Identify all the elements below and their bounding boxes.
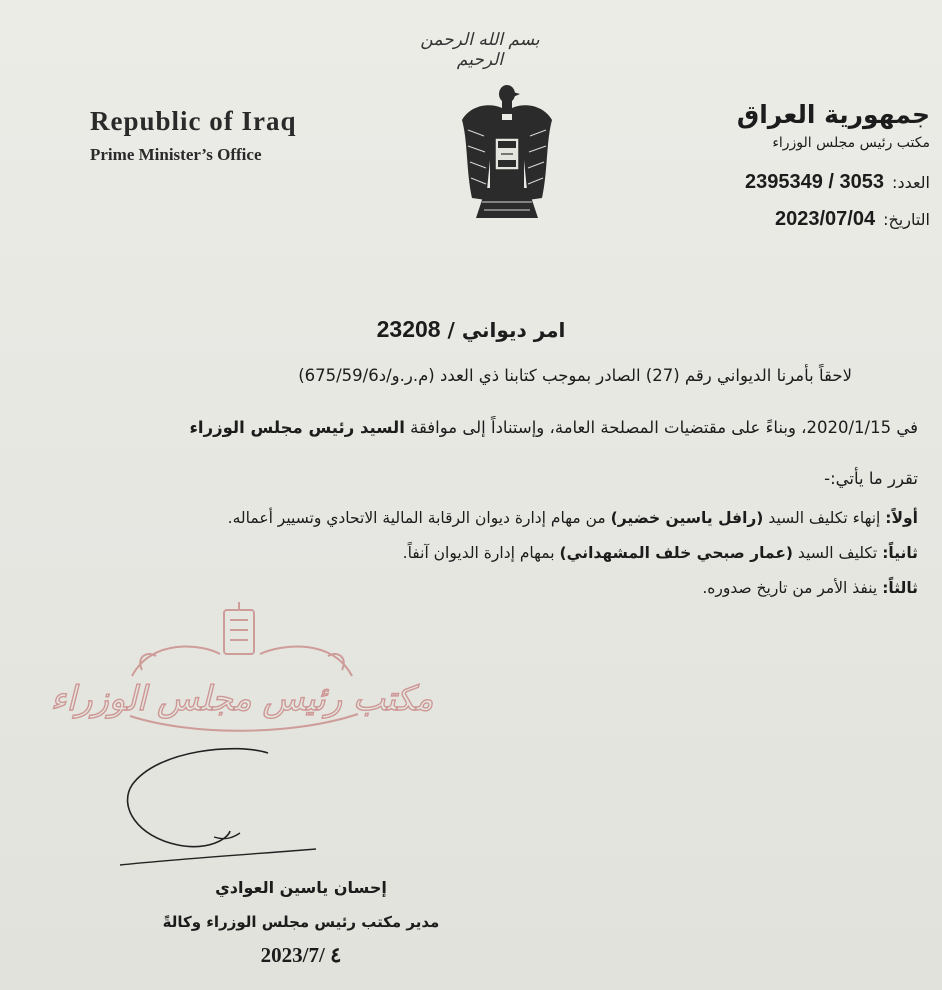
item-text-pre: ينفذ الأمر من تاريخ صدوره. — [702, 578, 883, 597]
body-paragraph-3: تقرر ما يأتي:- — [824, 468, 918, 488]
order-item-third — [58, 578, 918, 599]
reference-label: العدد: — [892, 173, 930, 192]
english-office-subtitle: Prime Minister’s Office — [90, 145, 262, 164]
reference-number-line — [630, 171, 930, 194]
item-label: ثالثاً: — [882, 578, 918, 597]
date-value: 2023/07/04 — [774, 208, 876, 230]
body-paragraph-2 — [58, 417, 918, 439]
body-paragraph-2-text: في 2020/1/15، وبناءً على مقتضيات المصلحة العامة، وإستناداً إلى موافقة — [404, 418, 918, 438]
order-title-text: امر ديواني / — [447, 318, 566, 342]
item-text-bold: (عمار صبحي خلف المشهداني) — [559, 543, 793, 562]
signatory-name: إحسان ياسين العوادي — [215, 878, 387, 897]
basmala: بسم الله الرحمن الرحيم — [420, 30, 540, 70]
item-text-post: من مهام إدارة ديوان الرقابة المالية الاتحادي وتسيير أعماله. — [227, 508, 611, 527]
order-items-list — [58, 508, 918, 599]
item-label: ثانياً: — [882, 543, 918, 562]
order-item-first — [58, 508, 918, 529]
body-paragraph-1: لاحقاً بأمرنا الديواني رقم (27) الصادر بموجب كتابنا ذي العدد (م.ر.و/د675/59/6) — [298, 366, 852, 385]
item-text-pre: إنهاء تكليف السيد — [763, 508, 886, 527]
item-text-pre: تكليف السيد — [793, 543, 883, 562]
signature-date: 2023/7/ ٤ — [260, 943, 342, 967]
order-item-second — [58, 543, 918, 564]
stamp-text: مكتب رئيس مجلس الوزراء — [50, 679, 434, 719]
arabic-letterhead — [630, 100, 930, 231]
office-stamp-seal — [50, 598, 434, 738]
item-text-bold: (رافل ياسين خضير) — [610, 508, 764, 527]
item-label: أولاً: — [885, 508, 918, 527]
order-heading — [0, 316, 942, 343]
document-date-line — [630, 208, 930, 231]
signatory-title: مدير مكتب رئيس مجلس الوزراء وكالةً — [162, 913, 440, 931]
reference-value: 2395349 / 3053 — [745, 171, 885, 193]
english-letterhead — [90, 106, 297, 165]
order-body — [58, 365, 918, 599]
date-label: التاريخ: — [883, 210, 930, 229]
item-text-post: بمهام إدارة الديوان آنفاً. — [402, 543, 560, 562]
signature-block — [156, 878, 446, 968]
handwritten-signature — [118, 745, 318, 870]
body-paragraph-2-bold: السيد رئيس مجلس الوزراء — [189, 418, 405, 438]
order-number: 23208 — [376, 316, 441, 342]
iraq-eagle-emblem-icon — [458, 80, 556, 225]
arabic-country-title: جمهورية العراق — [736, 100, 930, 129]
english-country-title: Republic of Iraq — [90, 106, 297, 136]
arabic-office-subtitle: مكتب رئيس مجلس الوزراء — [772, 135, 930, 151]
